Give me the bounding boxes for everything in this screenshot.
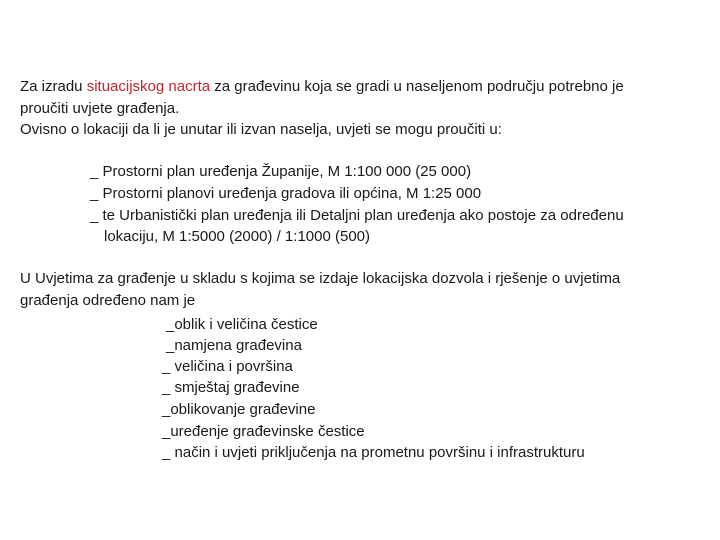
conditions-line-1: U Uvjetima za građenje u skladu s kojima se izdaje lokacijska dozvola i rješenje o uvjetima: [20, 270, 621, 287]
plan-item: _ Prostorni planovi uređenja gradova ili općina, M 1:25 000: [90, 185, 482, 202]
intro-line-1: [20, 76, 624, 97]
intro-line-2: proučiti uvjete građenja.: [20, 100, 180, 117]
plan-item: _ te Urbanistički plan uređenja ili Detaljni plan uređenja ako postoje za određenu: [90, 207, 624, 224]
condition-item: _uređenje građevinske čestice: [162, 423, 365, 440]
highlighted-term: situacijskog nacrta: [86, 78, 211, 95]
intro-line-3: Ovisno o lokaciji da li je unutar ili izvan naselja, uvjeti se mogu proučiti u:: [20, 121, 502, 138]
condition-item: _ veličina i površina: [162, 358, 293, 375]
plan-item-continuation: lokaciju, M 1:5000 (2000) / 1:1000 (500): [104, 228, 370, 245]
intro-prefix: Za izradu: [20, 78, 87, 95]
intro-suffix: za građevinu koja se gradi u naseljenom području potrebno je: [210, 78, 624, 95]
condition-item: _ način i uvjeti priključenja na prometnu površinu i infrastrukturu: [162, 444, 585, 461]
plan-item: _ Prostorni plan uređenja Županije, M 1:100 000 (25 000): [90, 163, 472, 180]
condition-item: _oblikovanje građevine: [162, 401, 316, 418]
conditions-line-2: građenja određeno nam je: [20, 292, 196, 309]
condition-item: _ smještaj građevine: [162, 379, 300, 396]
condition-item: _oblik i veličina čestice: [166, 316, 318, 333]
condition-item: _namjena građevina: [166, 337, 302, 354]
